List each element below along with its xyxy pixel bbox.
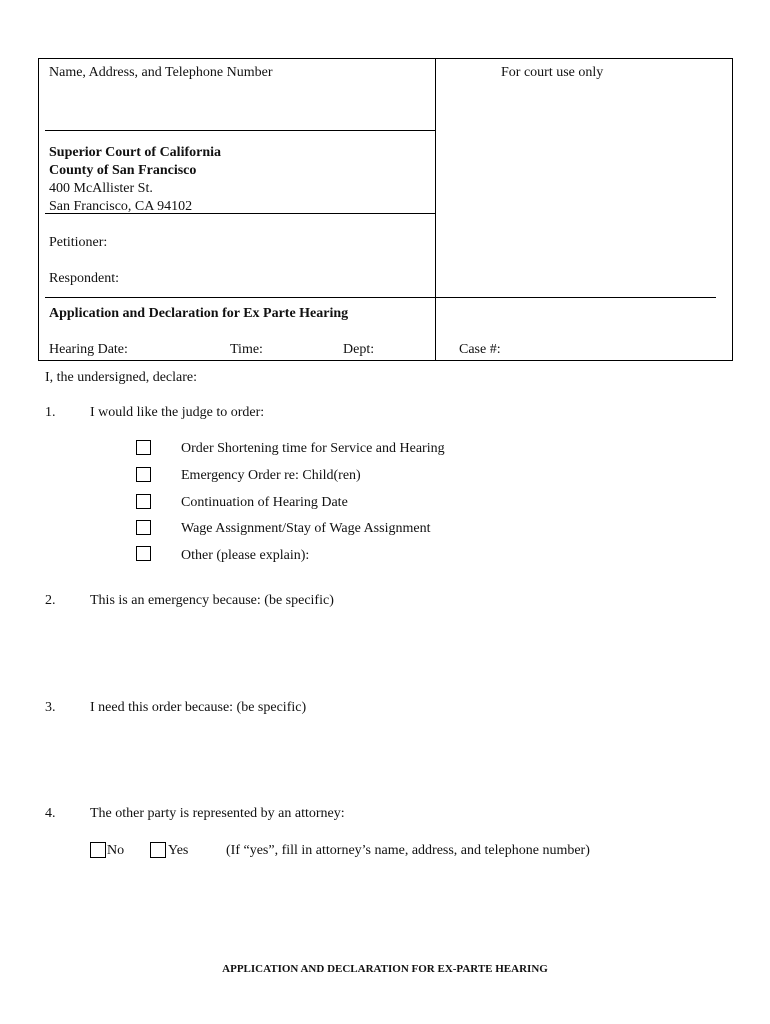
order-option-label-other: Other (please explain):: [181, 548, 310, 563]
order-option-checkbox-continuation[interactable]: [136, 494, 151, 509]
item-3-number: 3.: [45, 700, 56, 715]
order-option-checkbox-emergency-child[interactable]: [136, 467, 151, 482]
parties-divider: [45, 297, 716, 298]
order-option-label-emergency-child: Emergency Order re: Child(ren): [181, 468, 361, 483]
order-option-label-wage-assignment: Wage Assignment/Stay of Wage Assignment: [181, 521, 431, 536]
order-option-checkbox-shortening-time[interactable]: [136, 440, 151, 455]
attorney-no-checkbox[interactable]: [90, 842, 106, 858]
header-box-bottom-border: [38, 360, 733, 361]
item-3-text: I need this order because: (be specific): [90, 700, 307, 715]
court-address-line2: San Francisco, CA 94102: [49, 199, 193, 214]
order-option-checkbox-wage-assignment[interactable]: [136, 520, 151, 535]
case-number-label: Case #:: [459, 343, 501, 357]
order-option-label-continuation: Continuation of Hearing Date: [181, 495, 348, 510]
item-4-text: The other party is represented by an attorney:: [90, 806, 345, 821]
declaration-intro: I, the undersigned, declare:: [45, 370, 197, 385]
attorney-yes-checkbox[interactable]: [150, 842, 166, 858]
item-1-number: 1.: [45, 405, 56, 420]
header-box-top-border: [38, 58, 733, 59]
order-option-checkbox-other[interactable]: [136, 546, 151, 561]
respondent-label: Respondent:: [49, 271, 119, 286]
item-2-text: This is an emergency because: (be specific): [90, 593, 334, 608]
court-address-line1: 400 McAllister St.: [49, 181, 153, 196]
court-name-line1: Superior Court of California: [49, 145, 222, 160]
item-4-number: 4.: [45, 806, 56, 821]
name-address-divider: [45, 130, 435, 131]
header-box-center-divider: [435, 58, 436, 361]
petitioner-label: Petitioner:: [49, 235, 108, 250]
hearing-date-label: Hearing Date:: [49, 343, 128, 357]
attorney-info-note: (If “yes”, fill in attorney’s name, address, and telephone number): [226, 843, 590, 858]
form-title: Application and Declaration for Ex Parte Hearing: [49, 306, 349, 321]
header-box-right-border: [732, 58, 733, 361]
time-label: Time:: [230, 343, 263, 357]
item-1-text: I would like the judge to order:: [90, 405, 265, 420]
footer-title: APPLICATION AND DECLARATION FOR EX-PARTE HEARING: [222, 963, 548, 975]
dept-label: Dept:: [343, 343, 375, 357]
order-option-label-shortening-time: Order Shortening time for Service and Hearing: [181, 441, 445, 456]
court-name-line2: County of San Francisco: [49, 163, 197, 178]
court-use-label: For court use only: [501, 65, 604, 80]
attorney-no-label: No: [107, 843, 125, 858]
item-2-number: 2.: [45, 593, 56, 608]
attorney-yes-label: Yes: [168, 843, 189, 858]
name-address-label: Name, Address, and Telephone Number: [49, 65, 273, 80]
header-box-left-border: [38, 58, 39, 361]
